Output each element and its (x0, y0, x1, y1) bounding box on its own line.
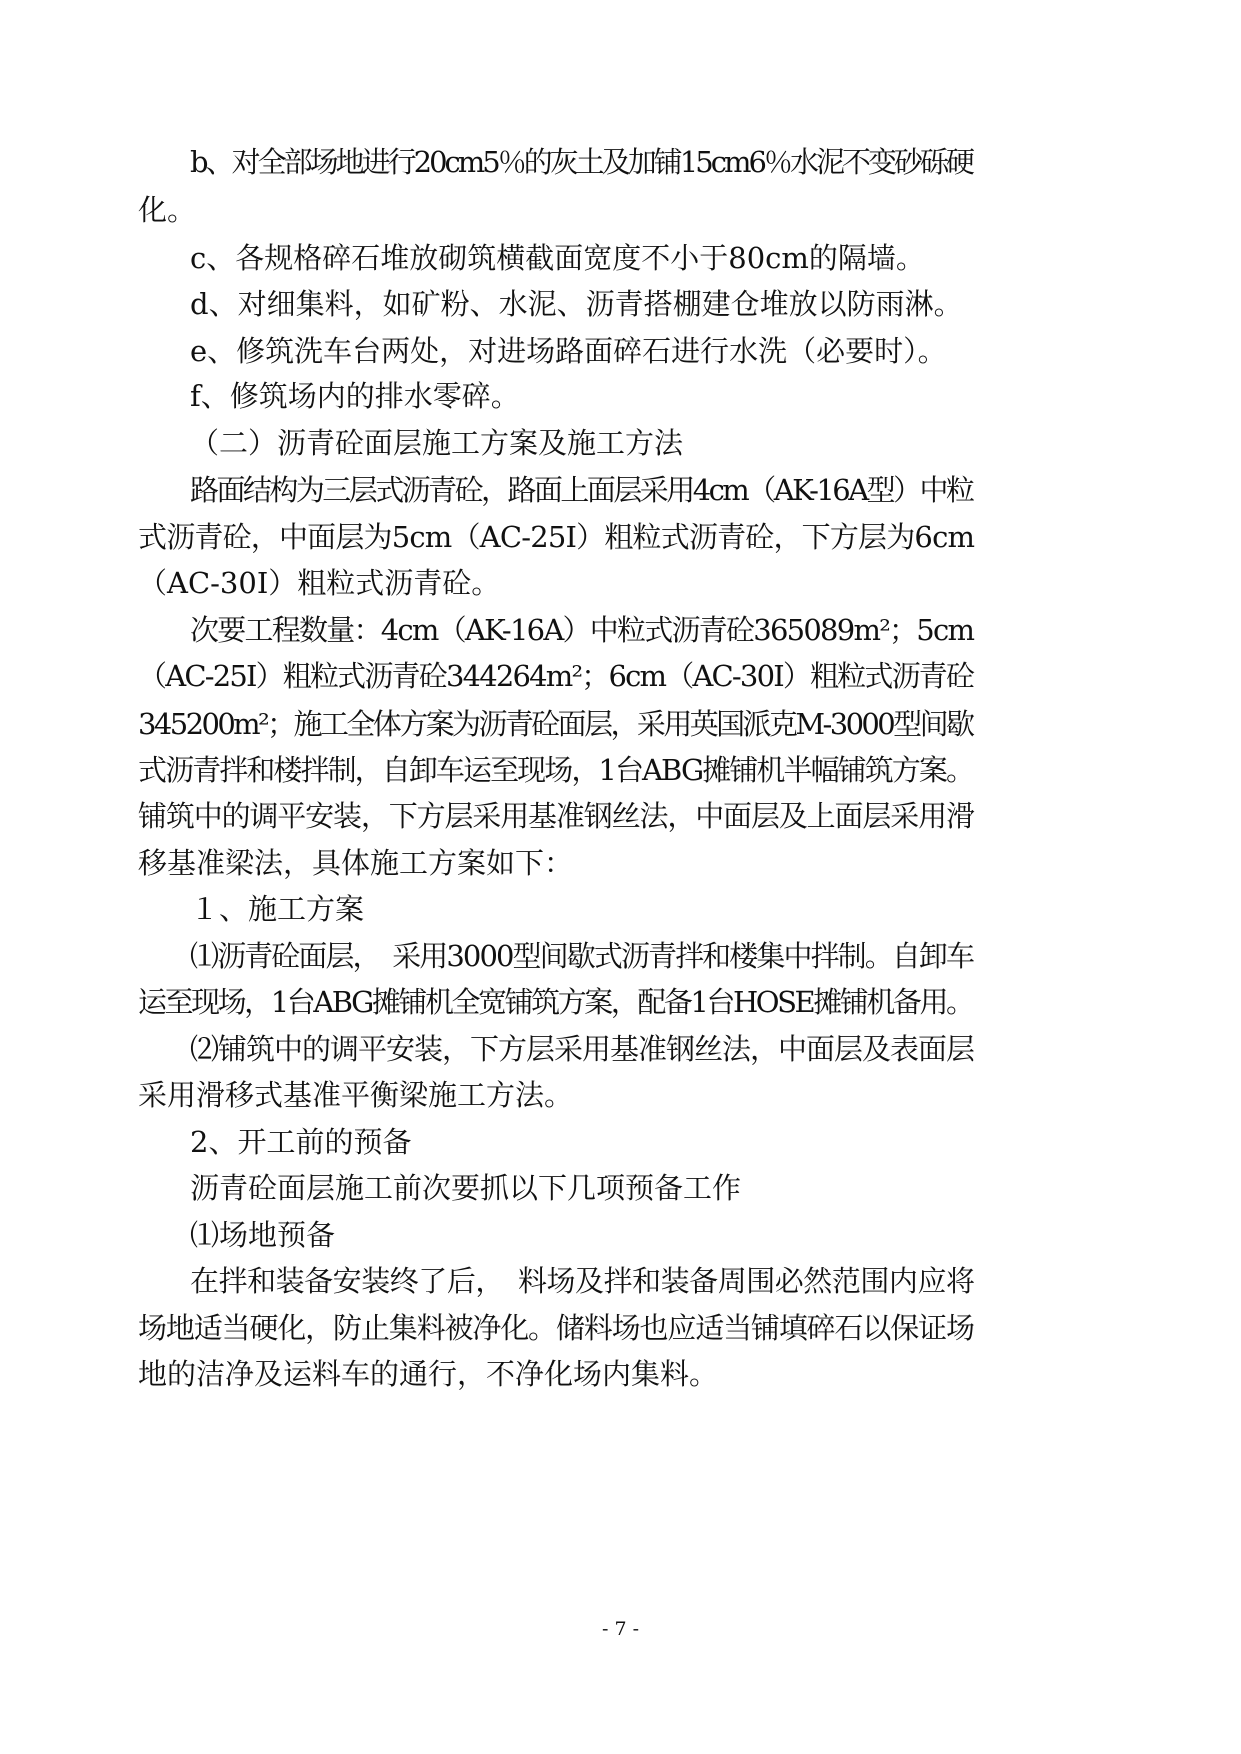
text-line: 移基准梁法，具体施工方案如下： (138, 846, 574, 880)
text-line: 化。 (138, 193, 197, 227)
text-line: 沥青砼面层施工前次要抓以下几项预备工作 (190, 1171, 742, 1205)
section-heading: １、施工方案 (190, 892, 365, 926)
text-line: 运至现场，1台ABG摊铺机全宽铺筑方案，配备1台HOSE摊铺机备用。 (138, 985, 973, 1019)
text-line: d、对细集料，如矿粉、水泥、沥青搭棚建仓堆放以防雨淋。 (190, 287, 963, 321)
page-number: - 7 - (601, 1618, 639, 1640)
text-line: b、对全部场地进行20cm5％的灰土及加铺15cm6％水泥不变砂砾硬 (190, 145, 972, 179)
text-line: （AC-30I）粗粒式沥青砼。 (138, 566, 501, 600)
text-line: 铺筑中的调平安装，下方层采用基准钢丝法，中面层及上面层采用滑 (138, 799, 974, 833)
text-line: 在拌和装备安装终了后， 料场及拌和装备周围必然范围内应将 (190, 1264, 975, 1298)
section-heading: （二）沥青砼面层施工方案及施工方法 (190, 426, 684, 460)
text-line: ⑴沥青砼面层， 采用3000型间歇式沥青拌和楼集中拌制。自卸车 (190, 939, 974, 973)
text-line: （AC-25I）粗粒式沥青砼344264m²；6cm（AC-30I）粗粒式沥青砼 (138, 659, 974, 693)
section-heading: ⑴场地预备 (190, 1218, 336, 1252)
text-line: c、各规格碎石堆放砌筑横截面宽度不小于80cm的隔墙。 (190, 241, 925, 275)
text-line: 路面结构为三层式沥青砼，路面上面层采用4cm（AK-16A型）中粒 (190, 473, 973, 507)
text-line: 地的洁净及运料车的通行，不净化场内集料。 (138, 1357, 719, 1391)
text-line: 采用滑移式基准平衡梁施工方法。 (138, 1078, 574, 1112)
text-line: 场地适当硬化，防止集料被净化。储料场也应适当铺填碎石以保证场 (138, 1311, 974, 1345)
text-line: 式沥青拌和楼拌制，自卸车运至现场，1台ABG摊铺机半幅铺筑方案。 (138, 753, 974, 787)
text-line: 345200m²；施工全体方案为沥青砼面层，采用英国派克M-3000型间歇 (138, 707, 973, 741)
text-line: ⑵铺筑中的调平安装，下方层采用基准钢丝法，中面层及表面层 (190, 1032, 974, 1066)
text-line: f、修筑场内的排水零碎。 (190, 379, 520, 413)
text-line: 次要工程数量：4cm（AK-16A）中粒式沥青砼365089m²；5cm (190, 613, 974, 647)
text-line: e、修筑洗车台两处，对进场路面碎石进行水洗（必要时）。 (190, 334, 947, 368)
section-heading: 2、开工前的预备 (190, 1125, 412, 1159)
text-line: 式沥青砼，中面层为5cm（AC-25I）粗粒式沥青砼，下方层为6cm (138, 520, 975, 554)
